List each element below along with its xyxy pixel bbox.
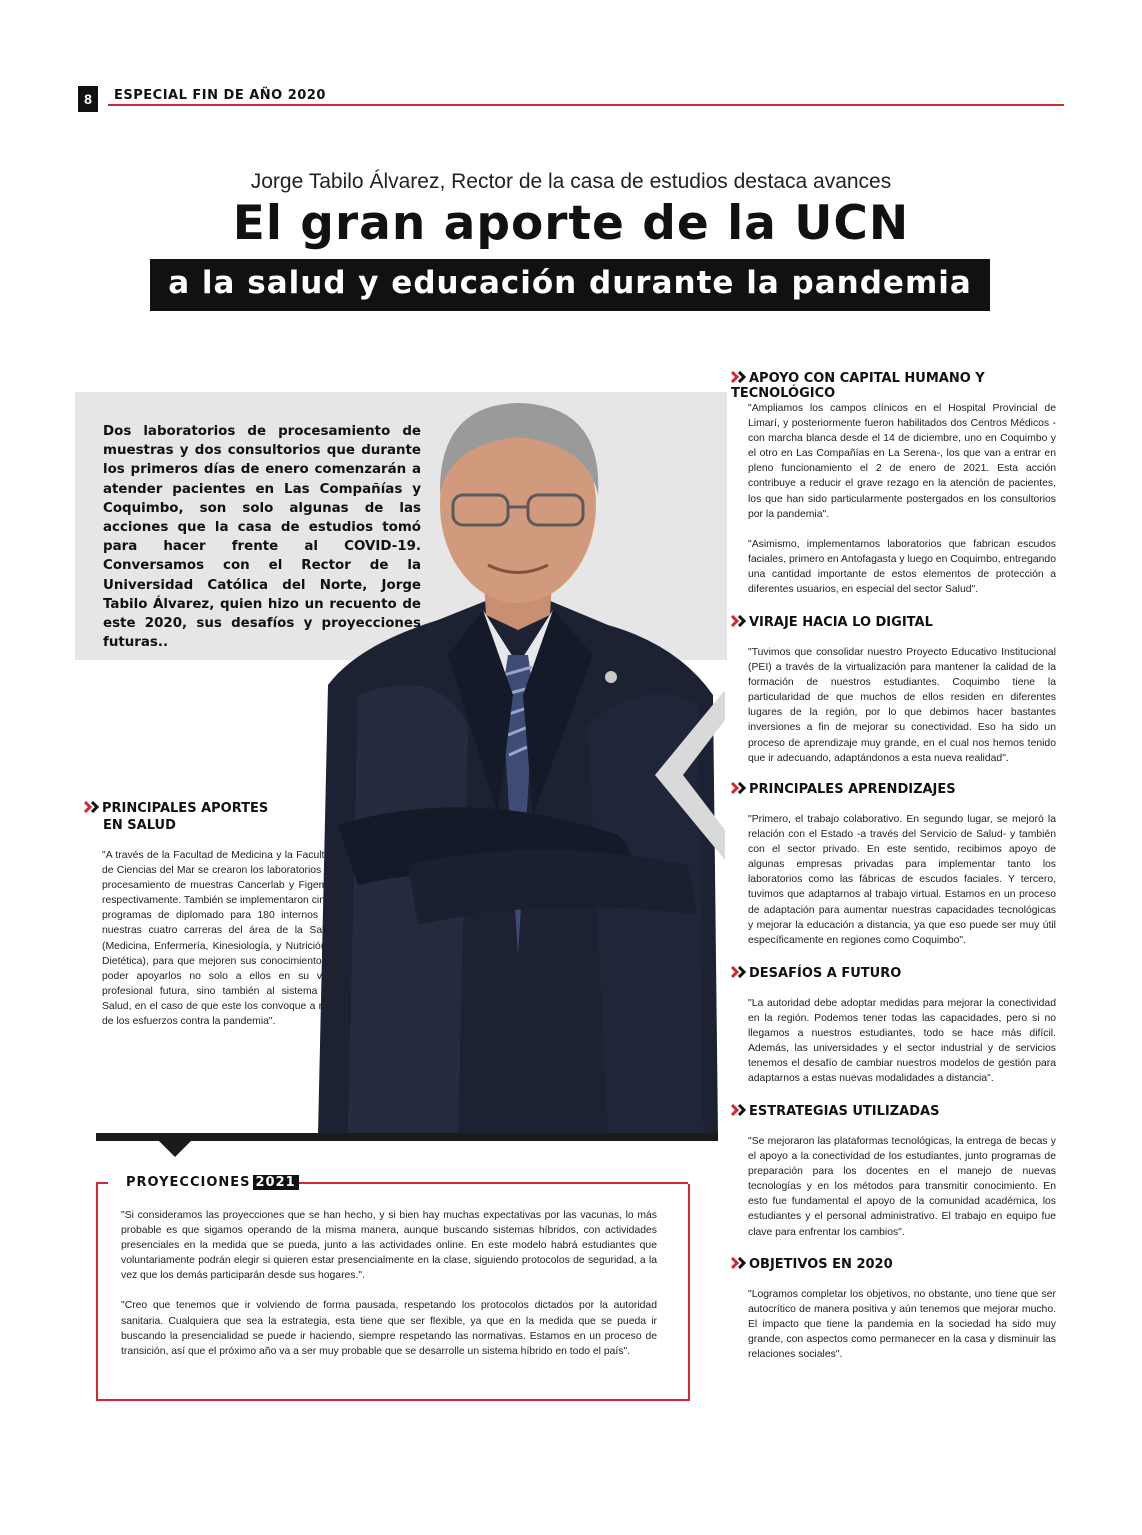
article-headline: El gran aporte de la UCN <box>232 196 910 251</box>
header-rule <box>108 104 1064 106</box>
chevron-double-right-icon <box>731 1104 747 1116</box>
section-body-desafios: "La autoridad debe adoptar medidas para mejorar la conectividad en la región. Podemos tener todas las capacidades, pero si no llegamos a nuestros estudiantes, todo se hace más difícil. Además, las universidades y el sector industrial y de servicios tenemos el desafío de cambiar nuestros modelos de gestión para adaptarnos a estas nuevas modalidades a distancia". <box>748 998 1056 1085</box>
chevron-double-right-icon <box>731 1257 747 1269</box>
paragraph: "Creo que tenemos que ir volviendo de forma pausada, respetando los protocolos dictados por la autoridad sanitaria. Cualquiera que sea la estrategia, esta tiene que ser flexible, ya que en la medida que se pueda ir buscando la presencialidad se puede ir haciendo, siempre respetando las normativas. Estamos en un proceso de transición, así que el próximo año va a ser muy probable que se desarrolle un sistema híbrido en todo el país". <box>121 1300 657 1357</box>
section-title-aportes-salud <box>84 800 304 834</box>
section-body-objetivos: "Logramos completar los objetivos, no obstante, uno tiene que ser autocrítico de manera positiva y aún tenemos que mejorar mucho. El impacto que tiene la pandemia en la sociedad ha sido muy grande, con aspectos como permanecer en la casa y disminuir las relaciones sociales". <box>748 1289 1056 1361</box>
chevron-decoration <box>655 690 725 860</box>
paragraph: "Si consideramos las proyecciones que se han hecho, y si bien hay muchas expectativas por las vacunas, lo más probable es que sigamos operando de la misma manera, aunque buscando sistemas híbridos, con actividades presenciales en la medida que se pueda, junto a las actividades online. En este modelo habrá estudiantes que voluntariamente podrán elegir si quieren estar presencialmente en la clase, siguiendo protocolos de seguridad, a la vez que los demás participarán desde sus hogares.". <box>121 1210 657 1282</box>
section-title-text: OBJETIVOS EN 2020 <box>749 1257 893 1272</box>
section-body-viraje: "Tuvimos que consolidar nuestro Proyecto Educativo Institucional (PEI) a través de la virtualización para mantener la calidad de la formación de nuestros estudiantes. Coquimbo tiene la particularidad de que muchos de ellos residen en diferentes lugares de la región, por lo que debimos hacer bastantes inversiones a fin de mejorar su conectividad. Eso ha sido un proceso de aprendizaje muy grande, en el cual nos hemos tenido que ir adecuando, adaptándonos a esta nueva realidad". <box>748 647 1056 764</box>
section-title-apoyo <box>731 371 1063 401</box>
article-lead: Dos laboratorios de procesamiento de muestras y dos consultorios que durante los primeros días de enero comenzarán a atender pacientes en Las Compañías y Coquimbo, son solo algunas de las acciones que la casa de estudios tomó para hacer frente al COVID-19. Conversamos con el Rector de la Universidad Católica del Norte, Jorge Tabilo Álvarez, quien hizo un recuento de este 2020, sus desafíos y proyecciones futuras.. <box>103 424 421 651</box>
proyecciones-body <box>121 1208 657 1374</box>
section-body-aprendizajes: "Primero, el trabajo colaborativo. En segundo lugar, se mejoró la relación con el Estado -a través del Servicio de Salud- y también con el sector privado. En este sentido, recibimos apoyo de algunas empresas privadas para implementar tanto los laboratorios como las fábricas de escudos faciales. Y tercero, tuvimos que adaptarnos al trabajo virtual. Estamos en un proceso de adaptación para aumentar nuestras capacidades tecnológicas y mejorar la educación a distancia, ya que eso puede ser muy útil específicamente en regiones como Coquimbo". <box>748 814 1056 946</box>
section-label: ESPECIAL FIN DE AÑO 2020 <box>114 88 326 103</box>
proyecciones-title-text: PROYECCIONES <box>126 1175 251 1190</box>
chevron-double-right-icon <box>731 371 747 383</box>
chevron-double-right-icon <box>731 615 747 627</box>
chevron-double-right-icon <box>731 966 747 978</box>
page-number: 8 <box>78 86 98 112</box>
section-title-text: DESAFÍOS A FUTURO <box>749 966 902 981</box>
rule-notch <box>158 1140 192 1157</box>
chevron-double-right-icon <box>84 801 100 813</box>
paragraph: "Asimismo, implementamos laboratorios que fabrican escudos faciales, primero en Antofagasta y luego en Coquimbo, entregando una cantidad importante de estos elementos de protección a diferentes usuarios, en especial del sector Salud". <box>748 538 1056 596</box>
section-title-text: PRINCIPALES APRENDIZAJES <box>749 782 956 797</box>
section-body-estrategias: "Se mejoraron las plataformas tecnológicas, la entrega de becas y el apoyo a la conectividad de los estudiantes, junto programas de preparación para los docentes en el manejo de nuevas tecnologías y en los métodos para transmitir conocimiento. En esto fue fundamental el apoyo de la comunidad académica, los estudiantes y el personal administrativo. El trabajo en equipo fue clave para enfrentar los cambios". <box>748 1136 1056 1238</box>
section-title-text: APOYO CON CAPITAL HUMANO Y TECNOLÓGICO <box>731 371 985 401</box>
paragraph: "Ampliamos los campos clínicos en el Hospital Provincial de Limarí, y posteriormente fueron habilitados dos Centros Médicos -con marcha blanca desde el 14 de diciembre, uno en Coquimbo y el otro en Las Compañías en La Serena-, los que van a entrar en pleno funcionamiento el 2 de enero de 2021. Esta acción contribuye a reducir el grave rezago en la atención de pacientes, los que han sido particularmente postergados en los consultorios por la pandemia". <box>748 403 1056 520</box>
section-title-text: VIRAJE HACIA LO DIGITAL <box>749 615 933 630</box>
article-subhead: a la salud y educación durante la pandemia <box>168 265 972 301</box>
box-top-border <box>292 1182 688 1184</box>
proyecciones-year: 2021 <box>253 1175 299 1190</box>
section-title-objetivos <box>731 1257 1063 1272</box>
article-kicker: Jorge Tabilo Álvarez, Rector de la casa de estudios destaca avances <box>250 170 892 193</box>
section-title-estrategias <box>731 1104 1063 1119</box>
section-title-line1: PRINCIPALES APORTES <box>102 801 269 816</box>
section-title-line2: EN SALUD <box>103 818 176 833</box>
section-title-text: ESTRATEGIAS UTILIZADAS <box>749 1104 940 1119</box>
box-top-border <box>96 1182 108 1184</box>
proyecciones-title <box>126 1175 299 1190</box>
section-title-viraje <box>731 615 1063 630</box>
chevron-double-right-icon <box>731 782 747 794</box>
section-body-aportes-salud: "A través de la Facultad de Medicina y la Facultad de Ciencias del Mar se crearon los laboratorios de procesamiento de muestras Cancerlab y Figema, respectivamente. También se implementaron cinco programas de diplomado para 180 internos de nuestras cuatro carreras del área de la Salud (Medicina, Enfermería, Kinesiología, y Nutrición y Dietética), para que mejoren sus conocimientos y poder apoyarlos no solo a ellos en su vida profesional futura, sino también al sistema de Salud, en el caso de que este los convoque a raíz de los esfuerzos contra la pandemia". <box>102 850 336 1028</box>
section-title-aprendizajes <box>731 782 1063 797</box>
section-body-apoyo <box>748 401 1056 597</box>
section-title-desafios <box>731 966 1063 981</box>
